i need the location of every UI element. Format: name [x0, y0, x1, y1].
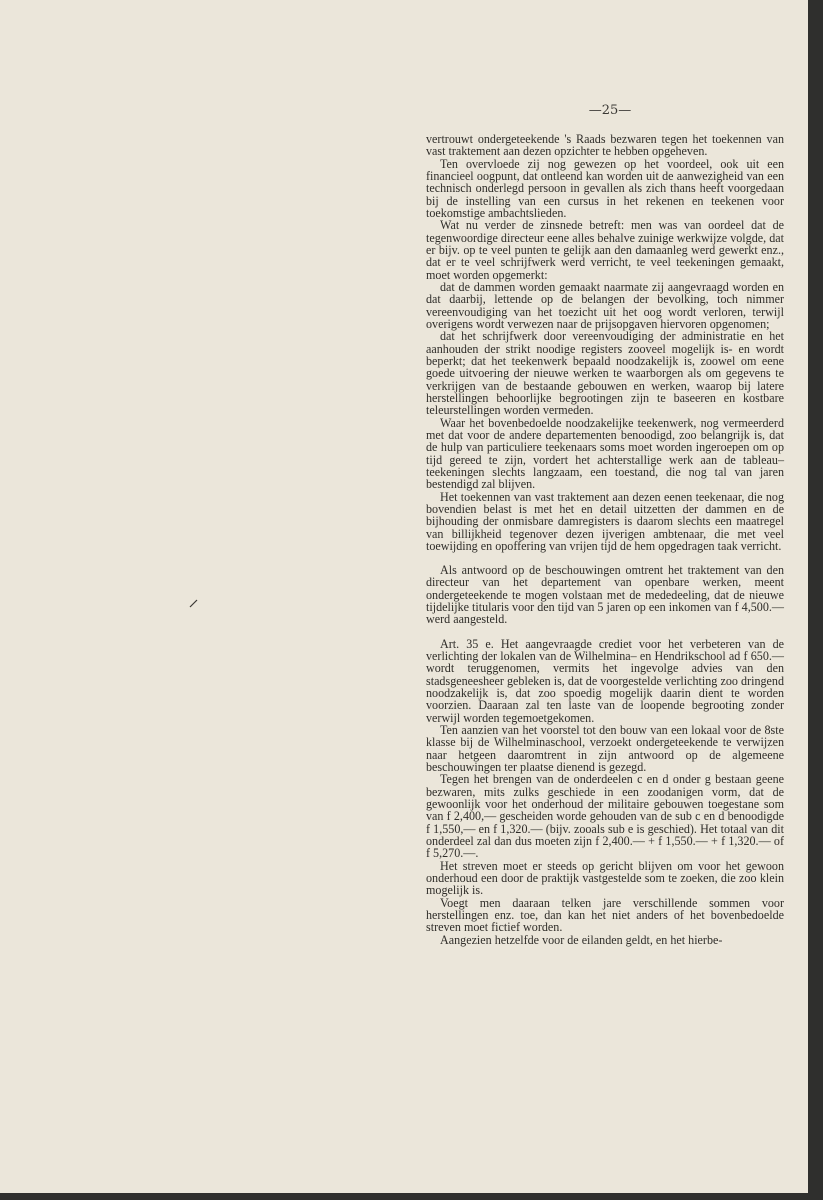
paragraph: dat de dammen worden gemaakt naarmate zij aangevraagd worden en dat daarbij, lettende op de belangen der bevolking, toch nimmer vereenvoudiging van het toezicht uit het oog wordt verloren, terwijl overigens wordt verwezen naar de prijsopgaven hiervoren opgenomen; [426, 279, 784, 331]
paragraph: Voegt men daaraan telken jare verschillende sommen voor herstellingen enz. toe, dan kan het niet anders of het bovenbedoelde streven moet fictief worden. [426, 895, 784, 935]
pencil-mark [189, 598, 199, 608]
paragraph: vertrouwt ondergeteekende 's Raads bezwaren tegen het toekennen van vast traktement aan dezen opzichter te hebben opgeheven. [426, 132, 784, 159]
paragraph: Aangezien hetzelfde voor de eilanden geldt, en het hierbe- [440, 932, 723, 947]
paragraph: Waar het bovenbedoelde noodzakelijke teekenwerk, nog vermeerderd met dat voor de andere departementen benoodigd, zoo belangrijk is, dat de hulp van particuliere teekenaars soms moet worden ingeroepen om op tijd gereed te zijn, vordert het achterstallige werk aan de tableau–teekeningen slechts langzaam, een toestand, die nog tal van jaren bestendigd zal blijven. [426, 415, 784, 492]
scan-border-bottom [0, 1193, 823, 1200]
paragraph: Ten aanzien van het voorstel tot den bouw van een lokaal voor de 8ste klasse bij de Wilhelminaschool, verzoekt ondergeteekende te verwijzen naar hetgeen daaromtrent in zijn antwoord op de algemeene beschouwingen ter plaatse dienend is gezegd. [426, 723, 784, 775]
paragraph: Als antwoord op de beschouwingen omtrent het traktement van den directeur van het departement van openbare werken, meent ondergeteekende te mogen volstaan met de mededeeling, dat de nieuwe tijdelijke titularis voor den tijd van 5 jaren op een inkomen van f 4,500.— werd aangesteld. [426, 563, 784, 627]
body-text-column [426, 133, 784, 946]
paragraph: Het streven moet er steeds op gericht blijven om voor het gewoon onderhoud een door de praktijk vastgestelde som te zoeken, die zoo klein mogelijk is. [426, 858, 784, 898]
paragraph: Art. 35 e. Het aangevraagde crediet voor het verbeteren van de verlichting der lokalen van de Wilhelmina– en Hendrikschool ad f 650.— wordt teruggenomen, vermits het ingevolge advies van den stadsgeneesheer gebleken is, dat de voorgestelde verlichting zoo dringend noodzakelijk is, dat zoo spoedig mogelijk daarin dient te worden voorzien. Daaraan zal ten laste van de loopende begrooting zonder verwijl worden tegemoetgekomen. [426, 636, 784, 725]
paragraph: Ten overvloede zij nog gewezen op het voordeel, ook uit een financieel oogpunt, dat ontleend kan worden uit de aanwezigheid van een technisch onderlegd persoon in gevallen als zich thans heeft voorgedaan bij de instelling van een cursus in het rekenen en teekenen voor toekomstige ambachtslieden. [426, 156, 784, 220]
paragraph: Tegen het brengen van de onderdeelen c en d onder g bestaan geene bezwaren, mits zulks geschiede in een zoodanigen vorm, dat de gewoonlijk voor het onderhoud der militaire gebouwen toegestane som van f 2,400,— gescheiden worde gehouden van de sub c en d benoodigde f 1,550,— en f 1,320.— (bijv. zooals sub e is geschied). Het totaal van dit onderdeel zal dan dus moeten zijn f 2,400.— + f 1,550.— + f 1,320.— of f 5,270.—. [426, 772, 784, 861]
paragraph: Het toekennen van vast traktement aan dezen eenen teekenaar, die nog bovendien belast is met het en detail uitzetten der dammen en de bijhouding der onmisbare damregisters is daarom slechts een maatregel van billijkheid tegenover dezen ijverigen ambtenaar, die met veel toewijding en opoffering van vrijen tijd de hem opgedragen taak verricht. [426, 489, 784, 553]
page-number: —25— [588, 103, 632, 118]
paragraph: dat het schrijfwerk door vereenvoudiging der administratie en het aanhouden der strikt noodige registers zooveel mogelijk is- en wordt beperkt; dat het teekenwerk bepaald noodzakelijk is, zoowel om eene goede uitvoering der nieuwe werken te waarborgen als om gegevens te verkrijgen van de bestaande gebouwen en werken, waarop bij latere herstellingen behoorlijke begrootingen zijn te baseeren en kostbare teleurstellingen worden vermeden. [426, 329, 784, 418]
paragraph: Wat nu verder de zinsnede betreft: men was van oordeel dat de tegenwoordige directeur eene alles behalve zuinige werkwijze volgde, dat er bijv. op te veel punten te gelijk aan den damaanleg werd gewerkt enz., dat er te veel schrijfwerk werd verricht, te veel teekeningen gemaakt, moet worden opgemerkt: [426, 218, 784, 282]
scan-border-right [808, 0, 823, 1200]
